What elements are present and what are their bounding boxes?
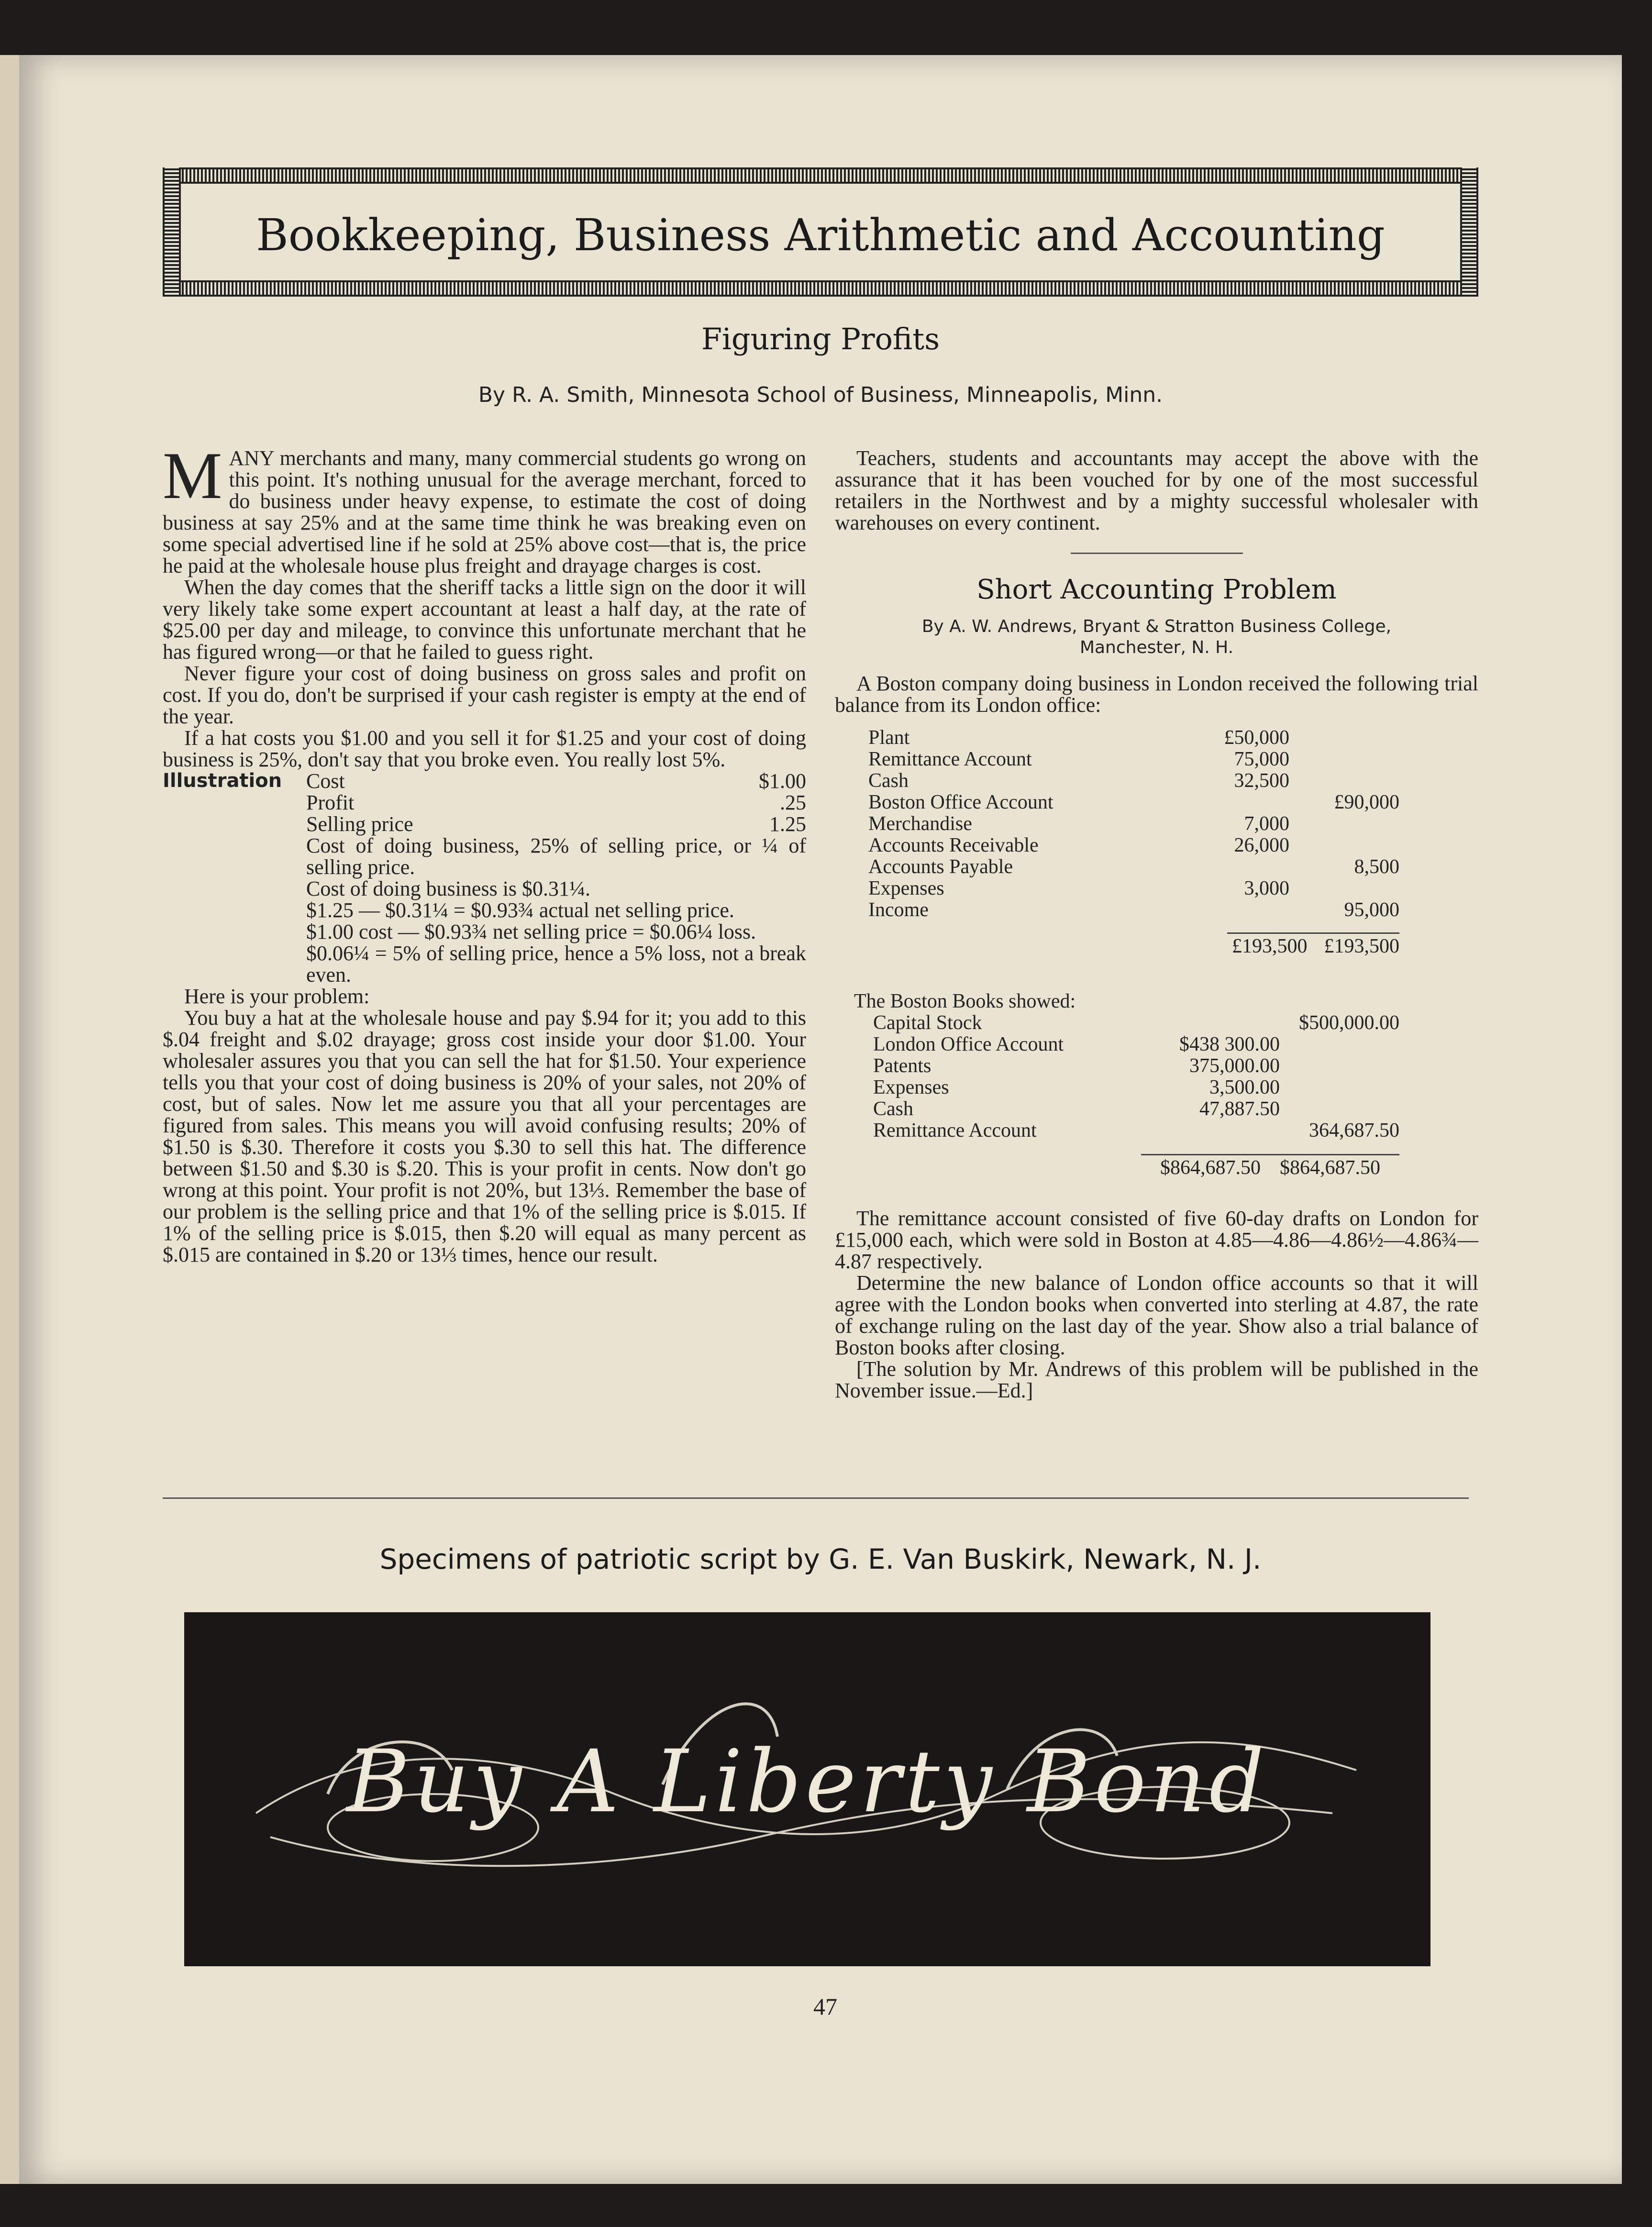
illustration-line: Cost of doing business, 25% of selling price, or ¼ of selling price. — [306, 834, 806, 879]
debit-value: 32,500 — [1234, 770, 1289, 792]
debit-total: $864,687.50 — [1160, 1157, 1261, 1179]
credit-value: £90,000 — [1334, 791, 1399, 813]
banner-top-rule — [163, 167, 1478, 184]
illustration-value: 1.25 — [769, 812, 806, 836]
table-row — [873, 1120, 1399, 1141]
article-paragraph: Teachers, students and accountants may accept the above with the assurance that it has been vouched for by one of the most successful retailers in the Northwest and by a mighty successful wholesaler with warehouses on every continent. — [835, 446, 1478, 534]
credit-value — [1289, 878, 1399, 899]
credit-value — [1280, 1098, 1399, 1120]
table-row — [873, 1055, 1399, 1077]
table-row — [873, 1098, 1399, 1120]
illustration-row — [306, 770, 806, 792]
table-row — [873, 1077, 1399, 1098]
credit-value — [1289, 770, 1399, 792]
article-paragraph: Never figure your cost of doing business on gross sales and profit on cost. If you do, don't be surprised if your cash register is empty at the end of the year. — [163, 662, 806, 728]
article-byline: By R. A. Smith, Minnesota School of Business, Minneapolis, Minn. — [478, 383, 1163, 407]
illustration-line: $0.06¼ = 5% of selling price, hence a 5% loss, not a break even. — [306, 942, 806, 986]
debit-value — [1194, 899, 1289, 921]
credit-value — [1289, 749, 1399, 770]
debit-value: £50,000 — [1224, 727, 1289, 749]
page-spine — [0, 55, 22, 2184]
drop-cap: M — [163, 439, 222, 513]
problem-text — [835, 1208, 1478, 1401]
illustration-item: Cost — [306, 769, 345, 793]
table-row — [868, 749, 1399, 770]
debit-value: 3,500.00 — [1209, 1076, 1280, 1098]
account-name: London Office Account — [873, 1033, 1064, 1055]
article-paragraph: You buy a hat at the wholesale house and pay $.94 for it; you add to this $.04 freight and $.02 drayage; gross cost inside your door $1.00. Your wholesaler assures you that you can sell the hat for $1.50. Your experience tells you that your cost of doing business is 20% of your sales, not 20% of cost, but of sales. Now let me assure you that all your percentages are figured from sales. This means you will avoid confusing results; 20% of $1.50 is $.30. Therefore it costs you $.30 to sell this hat. The difference between $1.50 and $.30 is $.20. This is your profit in cents. Now don't go wrong at this point. Your profit is not 20%, but 13⅓. Remember the base of our problem is the selling price and that 1% of the selling price is $.015. If 1% of the selling price is $.015, then $.20 will equal as many percent as $.015 are contained in $.20 or 13⅓ times, hence our result. — [163, 1006, 806, 1266]
credit-value — [1280, 1034, 1399, 1055]
account-name: Merchandise — [868, 813, 972, 835]
illustration-item: Selling price — [306, 812, 413, 836]
paragraph-text: ANY merchants and many, many commercial students go wrong on this point. It's nothing unusual for the average merchant, forced to do business under heavy expense, to estimate the cost of doing business at say 25% and at the same time think he was breaking even on some special advertised line if he sold at 25% above cost—that is, the price he paid at the wholesale house plus freight and drayage charges is cost. — [163, 446, 806, 577]
debit-value: 75,000 — [1234, 748, 1289, 770]
illustration-line: $1.00 cost — $0.93¾ net selling price = $0.06¼ loss. — [306, 920, 756, 943]
specimen-caption: Specimens of patriotic script by G. E. Van Buskirk, Newark, N. J. — [379, 1543, 1262, 1575]
account-name: Expenses — [873, 1076, 949, 1098]
account-name: Expenses — [868, 877, 944, 899]
problem-byline: Manchester, N. H. — [1079, 638, 1234, 657]
account-name: Cash — [868, 770, 909, 792]
problem-intro: A Boston company doing business in London received the following trial balance from its London office: — [835, 672, 1478, 717]
account-name: Accounts Receivable — [868, 834, 1039, 856]
problem-paragraph: The remittance account consisted of five 60-day drafts on London for £15,000 each, which were sold in Boston at 4.85—4.86—4.86½—4.86¾—4.87 respectively. — [835, 1207, 1478, 1273]
illustration-item: Profit — [306, 791, 355, 814]
account-name: Cash — [873, 1098, 913, 1120]
debit-value: 375,000.00 — [1189, 1055, 1280, 1077]
illustration-row — [306, 813, 806, 835]
article-title: Figuring Profits — [701, 321, 940, 356]
problem-paragraph: Determine the new balance of London office accounts so that it will agree with the London books when converted into sterling at 4.87, the rate of exchange ruling on the last day of the year. Show also a trial balance of Boston books after closing. — [835, 1271, 1478, 1359]
table-row — [868, 878, 1399, 899]
debit-value — [1160, 1012, 1280, 1034]
table-row — [868, 770, 1399, 792]
debit-value — [1194, 856, 1289, 878]
debit-value: 3,000 — [1244, 877, 1289, 899]
script-specimen-panel — [184, 1612, 1430, 1966]
illustration-value: $1.00 — [759, 769, 806, 793]
left-column — [163, 439, 806, 1266]
table-row — [868, 899, 1399, 921]
problem-byline: By A. W. Andrews, Bryant & Stratton Business College, — [921, 617, 1392, 636]
table-row — [868, 835, 1399, 856]
page-number: 47 — [813, 1993, 837, 2020]
page-divider — [163, 1497, 1469, 1499]
article-paragraph: Here is your problem: — [184, 985, 370, 1008]
credit-value: 95,000 — [1344, 899, 1399, 921]
illustration-row — [306, 792, 806, 813]
credit-value: $500,000.00 — [1299, 1012, 1399, 1034]
account-name: Patents — [873, 1055, 931, 1077]
table-row — [873, 1012, 1399, 1034]
illustration-line: Cost of doing business is $0.31¼. — [306, 877, 591, 900]
credit-total: $864,687.50 — [1280, 1157, 1380, 1179]
credit-total: £193,500 — [1324, 935, 1399, 957]
debit-value — [1194, 792, 1289, 813]
debit-value: $438 300.00 — [1179, 1033, 1280, 1055]
credit-value — [1289, 835, 1399, 856]
debit-value: 47,887.50 — [1199, 1098, 1280, 1120]
london-trial-balance — [868, 727, 1399, 957]
table-total-row — [1141, 1154, 1399, 1179]
table-row — [868, 792, 1399, 813]
account-name: Income — [868, 899, 929, 921]
table-row — [873, 1034, 1399, 1055]
account-name: Capital Stock — [873, 1012, 982, 1034]
section-divider — [1071, 553, 1243, 554]
debit-value: 7,000 — [1244, 813, 1289, 835]
credit-value — [1280, 1077, 1399, 1098]
boston-table — [873, 1012, 1399, 1179]
script-text: Buy A Liberty Bond — [346, 1732, 1268, 1832]
table-row — [868, 727, 1399, 749]
debit-value: 26,000 — [1234, 834, 1289, 856]
boston-heading: The Boston Books showed: — [854, 990, 1076, 1012]
account-name: Accounts Payable — [868, 856, 1013, 878]
article-paragraph — [163, 439, 806, 577]
account-name: Remittance Account — [873, 1119, 1037, 1141]
banner-bottom-rule — [163, 280, 1478, 297]
illustration-line: $1.25 — $0.31¼ = $0.93¾ actual net selling price. — [306, 898, 734, 922]
debit-total: £193,500 — [1231, 935, 1308, 957]
problem-title: Short Accounting Problem — [976, 574, 1337, 605]
article-paragraph: When the day comes that the sheriff tacks a little sign on the door it will very likely take some expert accountant at least a half day, at the rate of $25.00 per day and mileage, to convince this unfortunate merchant that he has figured wrong—or that he failed to guess right. — [163, 576, 806, 664]
boston-books — [854, 991, 1399, 1179]
credit-value — [1289, 813, 1399, 835]
editor-note: [The solution by Mr. Andrews of this problem will be published in the November issue.—Ed.] — [835, 1357, 1478, 1402]
credit-value — [1280, 1055, 1399, 1077]
account-name: Plant — [868, 727, 910, 749]
illustration-block — [163, 770, 806, 986]
illustration-label: Illustration — [163, 770, 282, 792]
account-name: Remittance Account — [868, 748, 1032, 770]
right-column — [835, 447, 1478, 1401]
credit-value — [1289, 727, 1399, 749]
section-title: Bookkeeping, Business Arithmetic and Accounting — [256, 210, 1385, 261]
table-total-row — [1227, 932, 1399, 957]
table-row — [868, 856, 1399, 878]
account-name: Boston Office Account — [868, 791, 1053, 813]
credit-value: 364,687.50 — [1309, 1119, 1399, 1141]
table-row — [868, 813, 1399, 835]
illustration-content — [306, 770, 806, 986]
article-paragraph: If a hat costs you $1.00 and you sell it for $1.25 and your cost of doing business is 25%, don't say that you broke even. You really lost 5%. — [163, 726, 806, 771]
illustration-value: .25 — [780, 791, 806, 814]
credit-value: 8,500 — [1354, 856, 1399, 878]
section-banner — [163, 167, 1478, 297]
debit-value — [1160, 1120, 1280, 1141]
